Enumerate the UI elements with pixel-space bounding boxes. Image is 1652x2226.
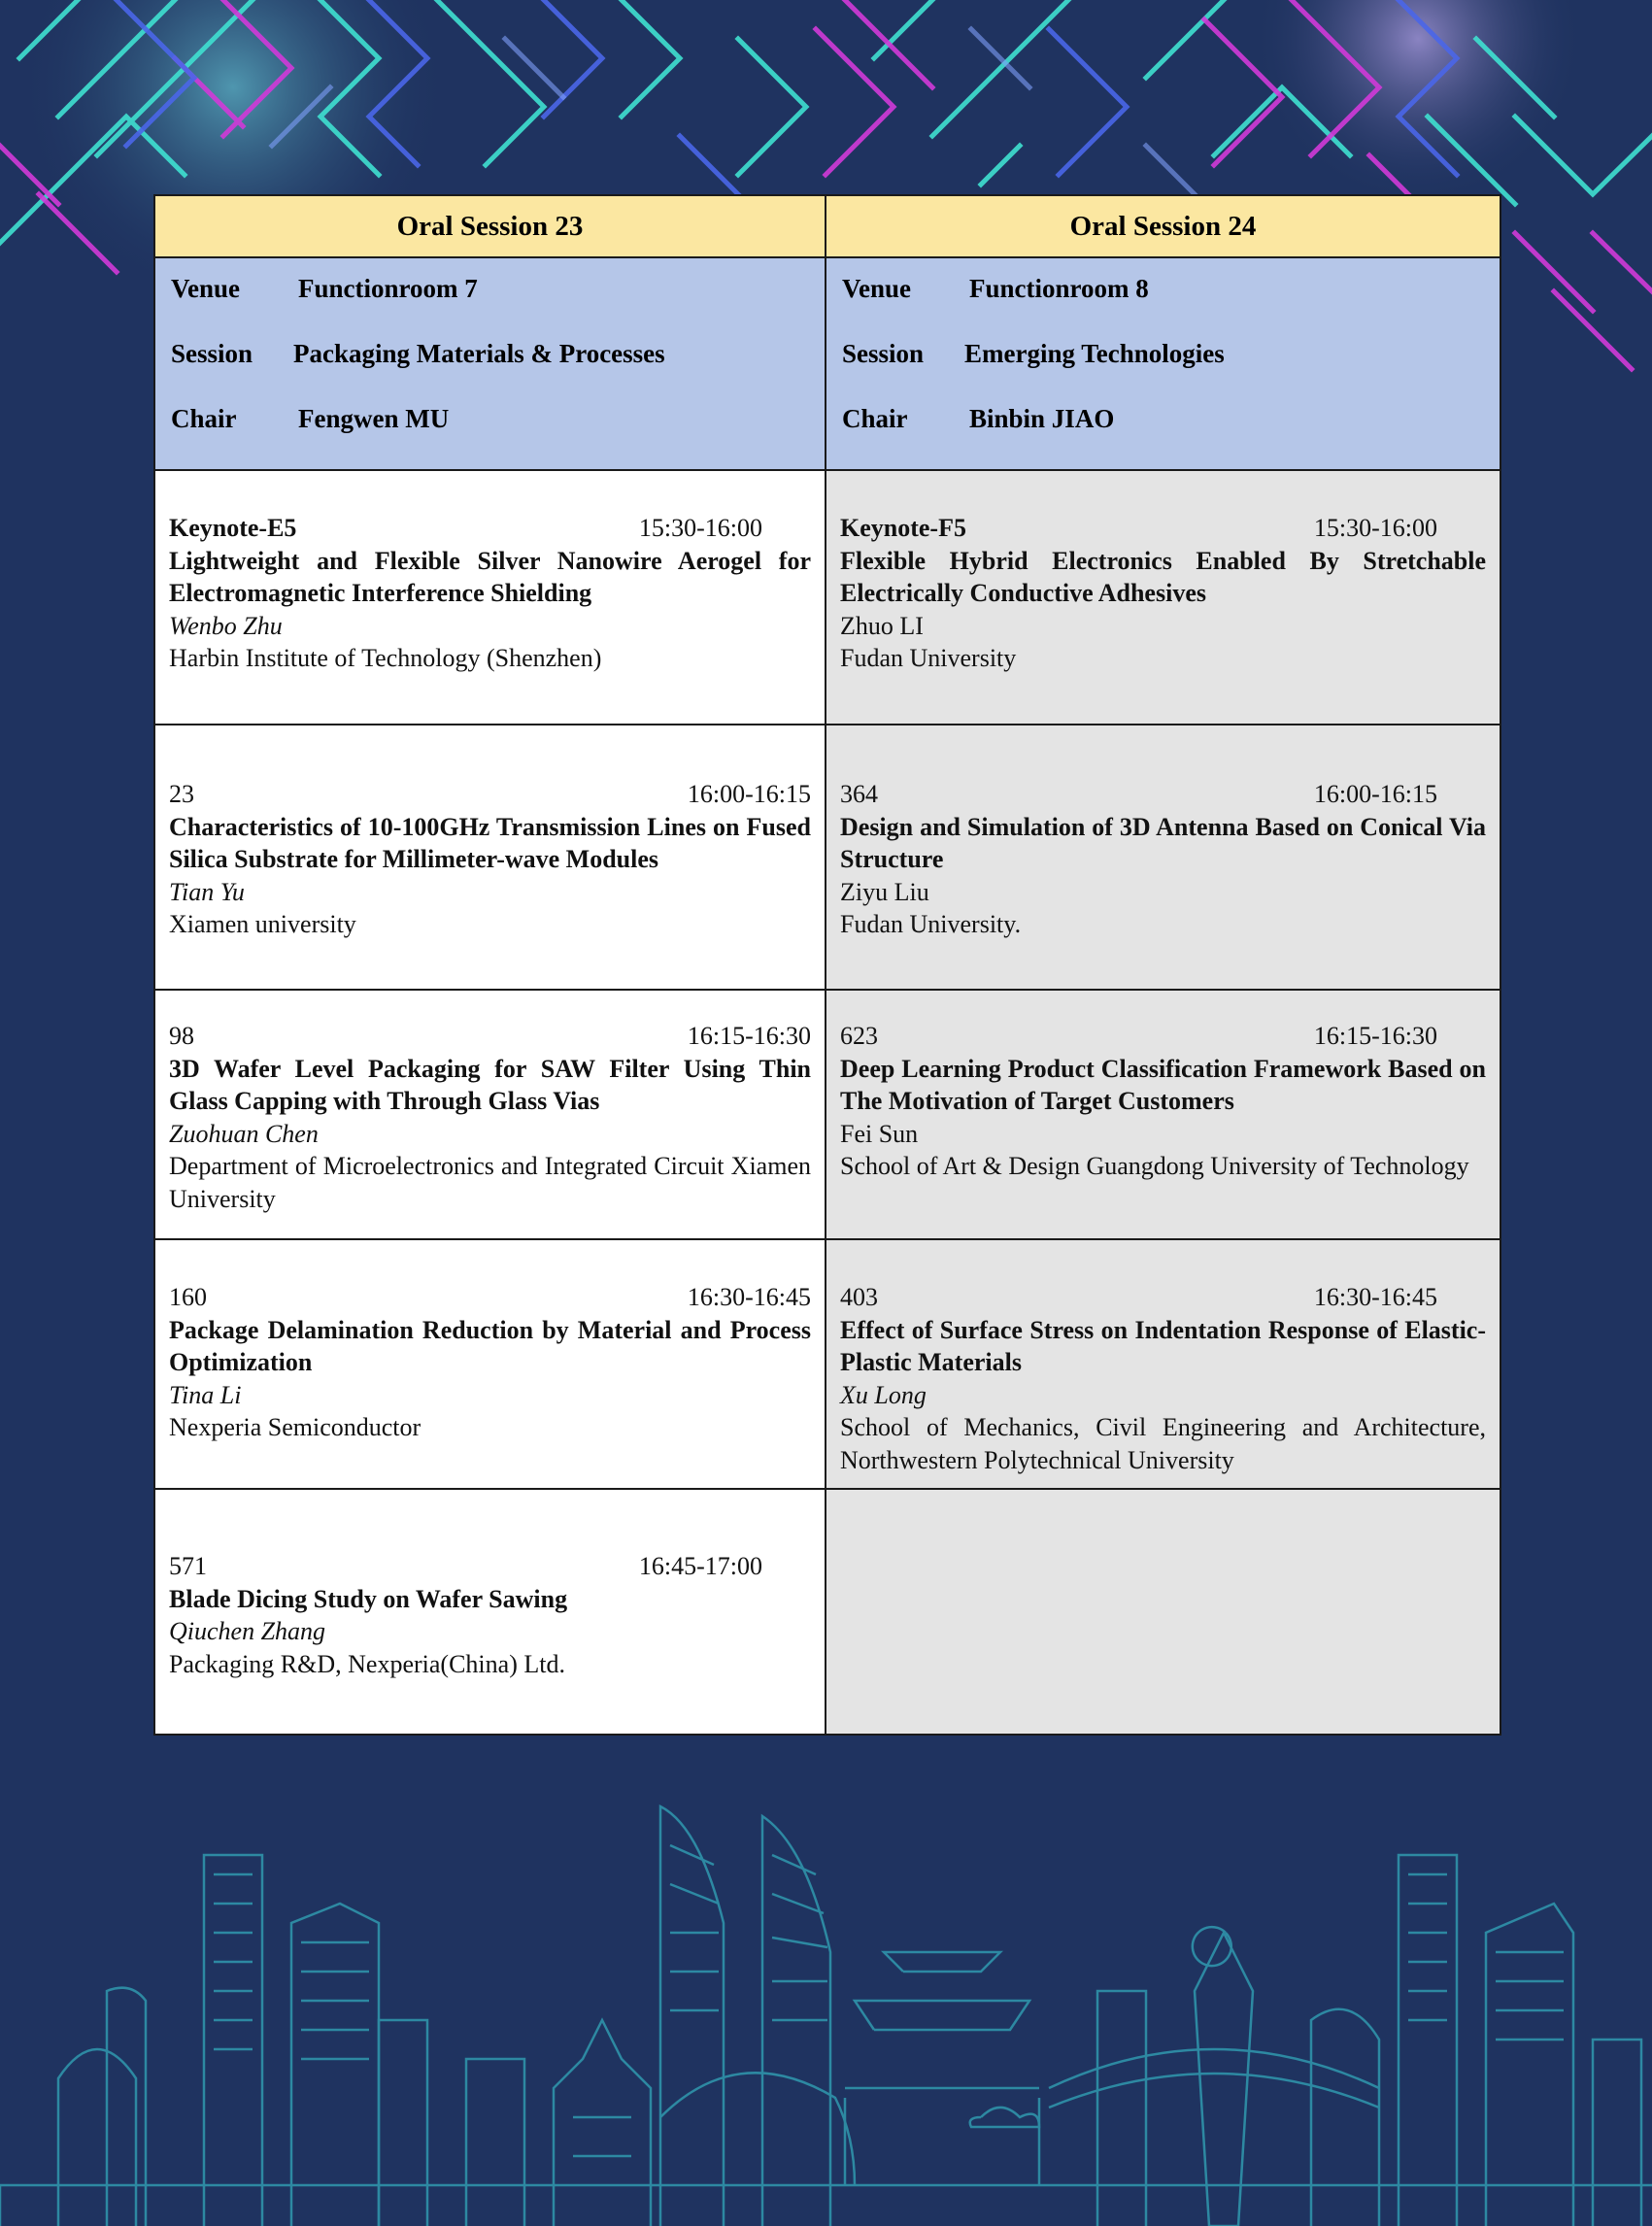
paper-time: 16:15-16:30 [687, 1022, 811, 1050]
paper-author: Fei Sun [840, 1119, 919, 1148]
paper-title: Effect of Surface Stress on Indentation Response of Elastic-Plastic Materials [840, 1315, 1486, 1376]
session-24-paper-cell [826, 725, 1500, 990]
paper-id: 571 [169, 1552, 207, 1580]
chair-label: Chair [171, 404, 237, 433]
paper-id: 98 [169, 1022, 194, 1050]
paper-meta [169, 778, 811, 811]
venue-row [842, 274, 1484, 339]
paper-entry [155, 471, 825, 675]
paper-affiliation: School of Art & Design Guangdong University of Technology [840, 1152, 1469, 1180]
paper-time: 16:00-16:15 [1313, 780, 1437, 808]
paper-row [154, 1239, 1500, 1489]
paper-entry [826, 991, 1500, 1183]
paper-id: 623 [840, 1022, 878, 1050]
paper-entry [155, 725, 825, 941]
paper-title: Design and Simulation of 3D Antenna Based on Conical Via Structure [840, 812, 1486, 873]
paper-row [154, 990, 1500, 1239]
paper-meta [169, 512, 811, 545]
paper-affiliation: School of Mechanics, Civil Engineering and Architecture, Northwestern Polytechnical University [840, 1413, 1486, 1474]
paper-author: Zuohuan Chen [169, 1119, 319, 1148]
paper-title: Characteristics of 10-100GHz Transmission Lines on Fused Silica Substrate for Millimeter-wave Modules [169, 812, 811, 873]
paper-id: 403 [840, 1283, 878, 1311]
paper-entry [826, 471, 1500, 675]
session-23-paper-cell [154, 990, 826, 1239]
session-value: Emerging Technologies [964, 339, 1225, 368]
paper-id: 364 [840, 780, 878, 808]
paper-id: 160 [169, 1283, 207, 1311]
paper-id: Keynote-F5 [840, 514, 966, 542]
chair-value: Binbin JIAO [969, 404, 1115, 433]
paper-author: Zhuo LI [840, 611, 924, 640]
paper-meta [840, 1020, 1486, 1053]
paper-author: Qiuchen Zhang [169, 1617, 326, 1645]
venue-value: Functionroom 7 [298, 274, 478, 303]
paper-time: 15:30-16:00 [1313, 514, 1437, 542]
paper-time: 16:15-16:30 [1313, 1022, 1437, 1050]
paper-title: Package Delamination Reduction by Material and Process Optimization [169, 1315, 811, 1376]
paper-time: 16:00-16:15 [687, 780, 811, 808]
session-label: Session [171, 339, 253, 368]
paper-entry [155, 1490, 825, 1680]
session-info-row [154, 257, 1500, 470]
session-23-info [154, 257, 826, 470]
session-header-row [154, 195, 1500, 257]
session-24-title: Oral Session 24 [826, 195, 1500, 257]
paper-affiliation: Fudan University. [840, 910, 1022, 938]
session-label: Session [842, 339, 925, 368]
paper-title: Deep Learning Product Classification Framework Based on The Motivation of Target Customers [840, 1054, 1486, 1115]
session-24-paper-cell [826, 990, 1500, 1239]
session-23-paper-cell [154, 1239, 826, 1489]
session-24-paper-cell [826, 1239, 1500, 1489]
paper-time: 16:30-16:45 [687, 1283, 811, 1311]
paper-time: 15:30-16:00 [638, 514, 762, 542]
paper-meta [169, 1020, 811, 1053]
paper-author: Tian Yu [169, 877, 245, 906]
venue-label: Venue [171, 274, 241, 303]
venue-value: Functionroom 8 [969, 274, 1149, 303]
paper-row [154, 725, 1500, 990]
paper-title: Blade Dicing Study on Wafer Sawing [169, 1584, 568, 1613]
paper-time: 16:30-16:45 [1313, 1283, 1437, 1311]
paper-rows [154, 470, 1500, 1735]
paper-affiliation: Packaging R&D, Nexperia(China) Ltd. [169, 1649, 565, 1678]
paper-meta [169, 1281, 811, 1314]
paper-meta [169, 1550, 811, 1583]
session-row [842, 339, 1484, 404]
session-23-paper-cell [154, 725, 826, 990]
paper-time: 16:45-17:00 [638, 1552, 762, 1580]
session-24-info [826, 257, 1500, 470]
session-24-paper-cell [826, 1489, 1500, 1735]
venue-row [171, 274, 809, 339]
paper-title: 3D Wafer Level Packaging for SAW Filter Using Thin Glass Capping with Through Glass Vias [169, 1054, 811, 1115]
paper-entry [826, 725, 1500, 941]
chair-row [842, 404, 1484, 469]
paper-affiliation: Xiamen university [169, 910, 356, 938]
chair-value: Fengwen MU [298, 404, 450, 433]
paper-id: Keynote-E5 [169, 514, 297, 542]
venue-label: Venue [842, 274, 912, 303]
paper-author: Ziyu Liu [840, 877, 929, 906]
schedule-table [153, 194, 1501, 1736]
paper-author: Tina Li [169, 1380, 242, 1409]
paper-title: Flexible Hybrid Electronics Enabled By Stretchable Electrically Conductive Adhesives [840, 546, 1486, 607]
paper-meta [840, 512, 1486, 545]
paper-title: Lightweight and Flexible Silver Nanowire Aerogel for Electromagnetic Interference Shielding [169, 546, 811, 607]
paper-author: Wenbo Zhu [169, 611, 283, 640]
session-23-title: Oral Session 23 [154, 195, 826, 257]
paper-meta [840, 778, 1486, 811]
session-23-paper-cell [154, 1489, 826, 1735]
paper-affiliation: Fudan University [840, 644, 1017, 672]
paper-entry [155, 1240, 825, 1444]
paper-row [154, 1489, 1500, 1735]
paper-entry [155, 991, 825, 1215]
paper-affiliation: Harbin Institute of Technology (Shenzhen) [169, 644, 602, 672]
session-value: Packaging Materials & Processes [293, 339, 665, 368]
paper-affiliation: Nexperia Semiconductor [169, 1413, 421, 1441]
paper-author: Xu Long [840, 1380, 927, 1409]
paper-affiliation: Department of Microelectronics and Integrated Circuit Xiamen University [169, 1152, 811, 1213]
chair-label: Chair [842, 404, 908, 433]
session-24-paper-cell [826, 470, 1500, 725]
session-23-paper-cell [154, 470, 826, 725]
paper-meta [840, 1281, 1486, 1314]
chair-row [171, 404, 809, 469]
session-row [171, 339, 809, 404]
paper-entry [826, 1240, 1500, 1476]
paper-id: 23 [169, 780, 194, 808]
paper-row [154, 470, 1500, 725]
